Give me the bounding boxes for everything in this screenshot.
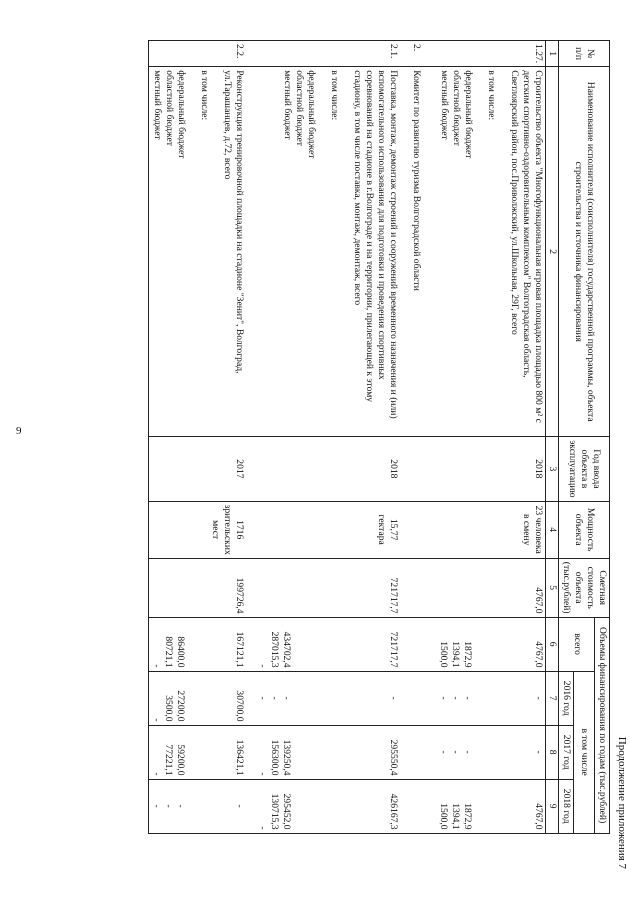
row-2017: - <box>533 750 545 754</box>
row-total-cell <box>149 617 255 671</box>
source-total: 1872,9 <box>462 641 474 668</box>
continuation-label: Продолжение приложения 7 <box>616 736 628 869</box>
empty-cell <box>409 671 436 725</box>
row-2017: 136421,1 <box>234 739 246 776</box>
incl-label: в том числе: <box>486 70 498 121</box>
col-number: 8 <box>546 725 559 779</box>
row-2016: 30700,0 <box>234 690 246 722</box>
empty-cell <box>409 617 436 671</box>
row-name: Реконструкция тренировочной площадки на стадионе "Зенит", Волгоград, ул.Тарашанцев, д.72, всего <box>222 70 246 374</box>
row-cost: 4767,0 <box>436 558 545 617</box>
source-name: федеральный бюджет <box>306 70 318 159</box>
row-year: 2017 <box>149 437 255 501</box>
source-name: областной бюджет <box>294 70 306 146</box>
source-total: - <box>257 664 269 668</box>
row-2018: 426167,3 <box>388 793 400 830</box>
row-total: 721717,7 <box>388 631 400 668</box>
source-total: 434702,4 <box>281 631 293 668</box>
source-2018: - <box>257 826 269 830</box>
row-num: 1.27. <box>436 41 545 67</box>
source-2017: 139250,4 <box>281 739 293 776</box>
page-number: 9 <box>16 425 22 437</box>
col-number: 3 <box>546 437 559 501</box>
row-2017-cell <box>436 725 545 779</box>
source-2017: 156300,0 <box>269 739 281 776</box>
header-2017: 2017 год <box>559 725 574 779</box>
incl-label: в том числе: <box>199 70 211 121</box>
source-2017: - <box>438 750 450 754</box>
header-incl: в том числе <box>574 671 595 833</box>
source-2018: 295452,0 <box>281 793 293 830</box>
row-capacity: 1716 зрительских мест <box>149 501 255 558</box>
row-2017: 295550,4 <box>388 739 400 776</box>
source-total: 86400,0 <box>175 636 187 668</box>
source-name: федеральный бюджет <box>176 70 188 159</box>
column-number-row <box>546 41 559 834</box>
row-name-cell <box>255 67 409 437</box>
table-body <box>149 41 546 834</box>
source-2016: 27200,0 <box>175 690 187 722</box>
source-name: областной бюджет <box>451 70 463 146</box>
empty-cell <box>409 558 436 617</box>
source-2018: 1394,1 <box>450 803 462 830</box>
row-total-cell <box>255 617 409 671</box>
row-2017-cell <box>255 725 409 779</box>
col-number: 2 <box>546 67 559 437</box>
row-2017-cell <box>149 725 255 779</box>
source-2018: - <box>163 804 175 808</box>
empty-cell <box>409 779 436 833</box>
row-total: 4767,0 <box>533 641 545 668</box>
source-2018: 1872,9 <box>462 803 474 830</box>
row-name: Комитет по развитию туризма Волгоградской области <box>409 67 436 437</box>
row-name-cell <box>149 67 255 437</box>
source-2016: 3500,0 <box>163 695 175 722</box>
row-2016-cell <box>149 671 255 725</box>
row-2018: 4767,0 <box>533 803 545 830</box>
row-capacity: 15,77 гектара <box>255 501 409 558</box>
row-total-cell <box>436 617 545 671</box>
source-2017: - <box>257 772 269 776</box>
row-name-cell <box>436 67 545 437</box>
col-number: 9 <box>546 779 559 833</box>
header-year: Год ввода объекта в эксплуатацию <box>559 437 610 501</box>
row-total: 167121,1 <box>234 631 246 668</box>
row-2016-cell <box>255 671 409 725</box>
source-2016: - <box>281 696 293 700</box>
row-2016: - <box>533 696 545 700</box>
row-2016-cell <box>436 671 545 725</box>
row-year: 2018 <box>255 437 409 501</box>
header-name: Наименование исполнителя (соисполнителя) государственной программы, объекта строительства и источника финансирования <box>559 67 610 437</box>
row-num: 2.2. <box>149 41 255 67</box>
row-cost: 199726,4 <box>149 558 255 617</box>
table-row <box>149 41 255 834</box>
source-2016: - <box>257 696 269 700</box>
col-number: 1 <box>546 41 559 67</box>
source-name: местный бюджет <box>439 70 451 140</box>
source-2016: - <box>450 696 462 700</box>
source-2017: 77221,1 <box>163 744 175 776</box>
empty-cell <box>409 725 436 779</box>
source-2016: - <box>438 696 450 700</box>
source-2018: 1500,0 <box>438 803 450 830</box>
source-2017: - <box>151 772 163 776</box>
row-capacity: 23 человека в смену <box>436 501 545 558</box>
row-2018-cell <box>255 779 409 833</box>
header-2018: 2018 год <box>559 779 574 833</box>
source-2017: - <box>462 750 474 754</box>
table-header <box>546 41 610 834</box>
col-number: 7 <box>546 671 559 725</box>
header-2016: 2016 год <box>559 671 574 725</box>
source-2016: - <box>151 718 163 722</box>
row-num: 2. <box>409 41 436 67</box>
source-2018: - <box>175 804 187 808</box>
source-2018: 130715,3 <box>269 793 281 830</box>
source-2016: - <box>462 696 474 700</box>
source-name: местный бюджет <box>152 70 164 140</box>
col-number: 5 <box>546 558 559 617</box>
table-row <box>409 41 436 834</box>
source-2017: 59200,0 <box>175 744 187 776</box>
empty-cell <box>409 501 436 558</box>
row-2018-cell <box>149 779 255 833</box>
header-cost: Сметная стоимость объекта (тыс.рублей) <box>559 558 610 617</box>
col-number: 6 <box>546 617 559 671</box>
source-2018: - <box>151 804 163 808</box>
header-capacity: Мощность объекта <box>559 501 610 558</box>
source-total: - <box>151 664 163 668</box>
source-2016: - <box>269 696 281 700</box>
source-2017: - <box>450 750 462 754</box>
source-total: 287015,3 <box>269 631 281 668</box>
financing-table <box>148 40 610 834</box>
header-total: всего <box>559 617 595 671</box>
empty-cell <box>409 437 436 501</box>
row-cost: 721717,7 <box>255 558 409 617</box>
row-2018: - <box>234 804 246 808</box>
table-row <box>255 41 409 834</box>
row-2016: - <box>388 696 400 700</box>
row-2018-cell <box>436 779 545 833</box>
table-row <box>436 41 545 834</box>
source-total: 80721,1 <box>163 636 175 668</box>
header-num: № п/п <box>559 41 610 67</box>
source-name: федеральный бюджет <box>463 70 475 159</box>
row-num: 2.1. <box>255 41 409 67</box>
source-name: областной бюджет <box>164 70 176 146</box>
row-name: Поставка, монтаж, демонтаж строений и сооружений временного назначения и (или) вспомогательного использования для подготовки и проведения спортивных соревнований на стадионе в г.Волгограде и на территории, прилегающей к этому стадиону, в том числе поставка, монтаж, демонтаж, всего <box>352 70 400 419</box>
col-number: 4 <box>546 501 559 558</box>
source-name: местный бюджет <box>282 70 294 140</box>
source-total: 1394,1 <box>450 641 462 668</box>
incl-label: в том числе: <box>329 70 341 121</box>
row-year: 2018 <box>436 437 545 501</box>
row-name: Строительство объекта "Многофункциональная игровая площадка площадью 800 м² с детским спортивно-оздоровительным комплексом" Волгоградская область, Светлоярский район, пос.Приволжский, ул.Школьная, 29Г, всего <box>509 70 545 423</box>
source-total: 1500,0 <box>438 641 450 668</box>
header-financing-group: Объемы финансирования по годам (тыс.рублей) <box>595 617 610 833</box>
